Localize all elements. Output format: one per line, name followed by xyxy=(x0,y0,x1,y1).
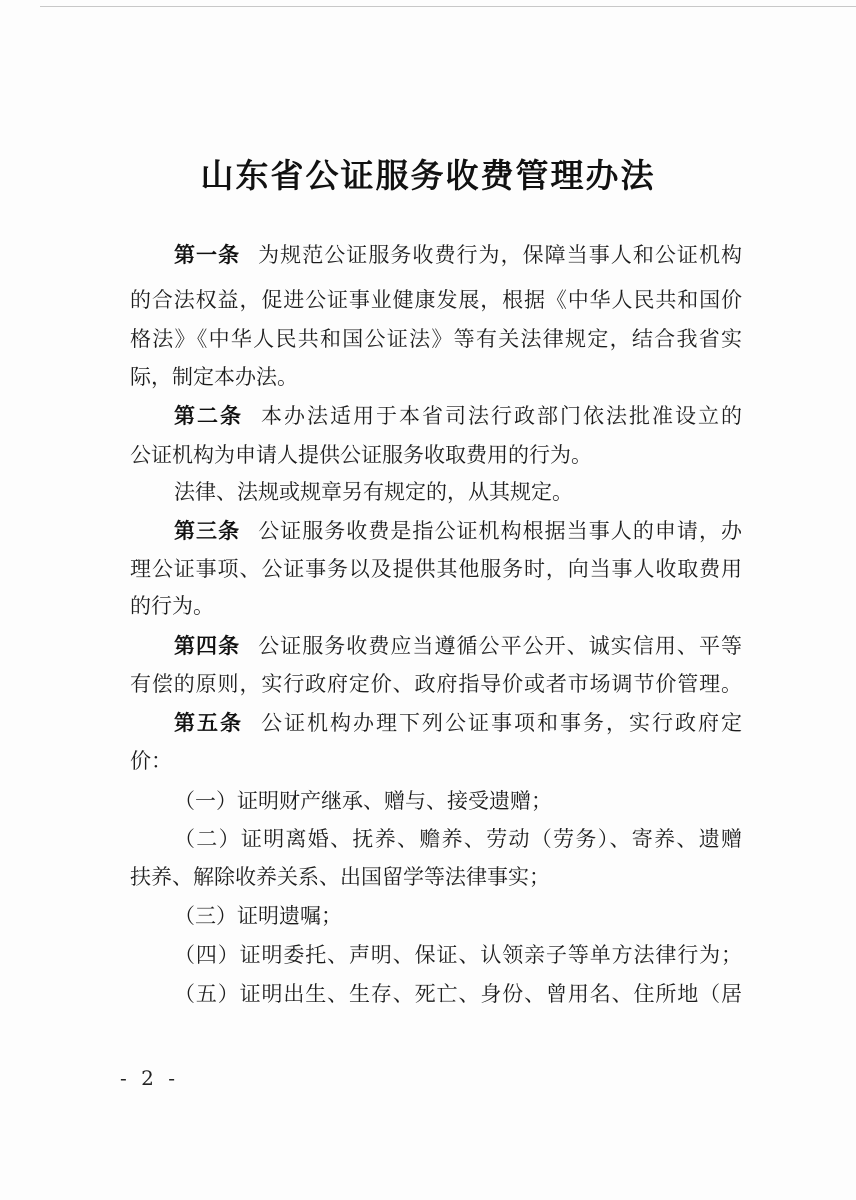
item-2-line-1: （二）证明离婚、抚养、赡养、劳动（劳务）、寄养、遗赠 xyxy=(174,827,742,851)
article-3-label: 第三条 xyxy=(174,519,241,543)
item-3: （三）证明遗嘱； xyxy=(174,904,342,928)
article-2-label: 第二条 xyxy=(174,404,243,428)
article-2-line-2: 公证机构为申请人提供公证服务收取费用的行为。 xyxy=(130,443,592,467)
article-3-line-1: 第三条 公证服务收费是指公证机构根据当事人的申请，办 xyxy=(174,519,742,543)
article-3-line-2: 理公证事项、公证事务以及提供其他服务时，向当事人收取费用 xyxy=(130,557,742,581)
article-4-label: 第四条 xyxy=(174,634,241,658)
article-1-line-3: 格法》《中华人民共和国公证法》等有关法律规定，结合我省实 xyxy=(130,327,742,351)
item-5-line-1: （五）证明出生、生存、死亡、身份、曾用名、住所地（居 xyxy=(174,982,742,1006)
scan-edge-line xyxy=(40,6,856,7)
article-5-label: 第五条 xyxy=(174,711,243,735)
item-4: （四）证明委托、声明、保证、认领亲子等单方法律行为； xyxy=(174,943,742,967)
article-4-line-1: 第四条 公证服务收费应当遵循公平公开、诚实信用、平等 xyxy=(174,634,742,658)
article-5-line-2: 价： xyxy=(130,749,172,773)
article-2-line-1: 第二条 本办法适用于本省司法行政部门依法批准设立的 xyxy=(174,404,742,428)
article-5-line-1: 第五条 公证机构办理下列公证事项和事务，实行政府定 xyxy=(174,711,742,735)
document-title: 山东省公证服务收费管理办法 xyxy=(200,156,656,195)
article-1-line-1: 第一条 为规范公证服务收费行为，保障当事人和公证机构 xyxy=(174,243,742,267)
article-1-line-2: 的合法权益，促进公证事业健康发展，根据《中华人民共和国价 xyxy=(130,288,742,312)
article-4-line-2: 有偿的原则，实行政府定价、政府指导价或者市场调节价管理。 xyxy=(130,672,742,696)
article-3-line-3: 的行为。 xyxy=(130,594,214,618)
article-2-line-3: 法律、法规或规章另有规定的，从其规定。 xyxy=(174,480,573,504)
item-1: （一）证明财产继承、赠与、接受遗赠； xyxy=(174,789,552,813)
item-2-line-2: 扶养、解除收养关系、出国留学等法律事实； xyxy=(130,865,550,889)
page-number: - 2 - xyxy=(120,1066,179,1090)
article-1-line-4: 际，制定本办法。 xyxy=(130,365,298,389)
article-1-label: 第一条 xyxy=(174,243,241,267)
